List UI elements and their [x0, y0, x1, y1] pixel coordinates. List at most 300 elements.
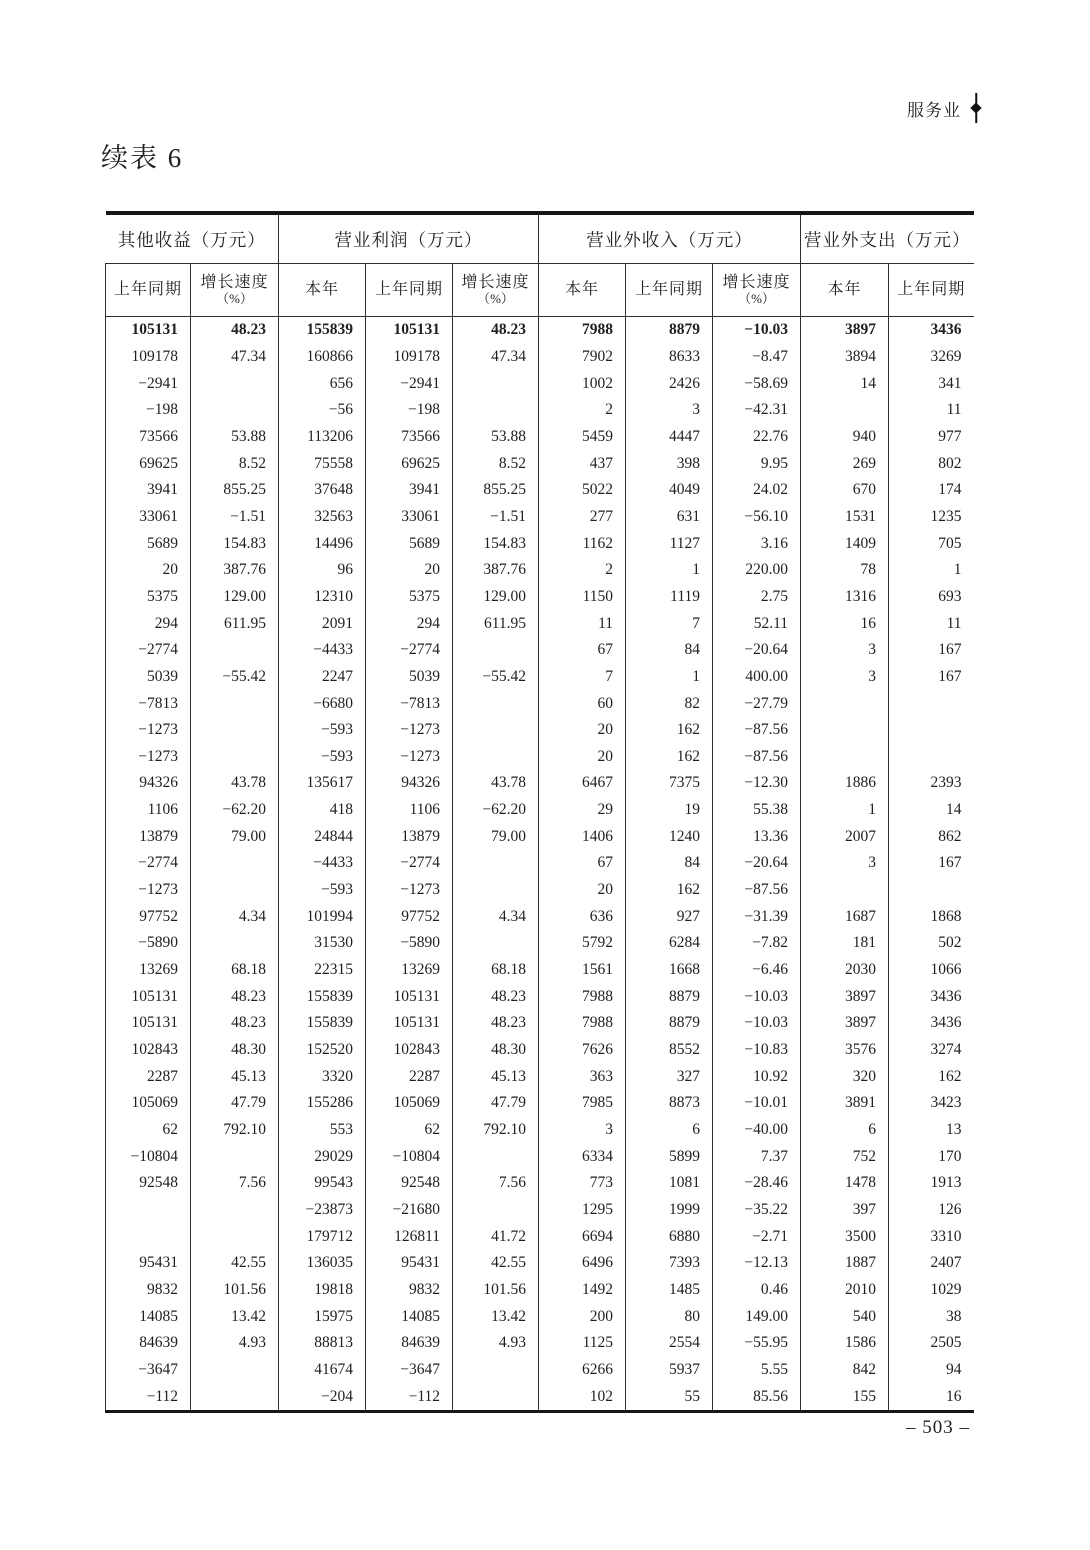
table-cell: 2426	[626, 370, 713, 397]
table-cell: 92548	[366, 1170, 453, 1197]
table-cell: 126811	[366, 1223, 453, 1250]
table-cell: 611.95	[191, 610, 279, 637]
table-cell: −593	[279, 877, 366, 904]
table-row	[106, 717, 974, 744]
table-cell: 397	[801, 1197, 889, 1224]
table-cell: 752	[801, 1143, 889, 1170]
table-cell: −10.01	[713, 1090, 801, 1117]
column-header-4	[453, 264, 539, 317]
table-row	[106, 1357, 974, 1384]
table-cell: 5039	[106, 664, 191, 691]
table-cell: 24844	[279, 823, 366, 850]
group-header-2: 营业外收入（万元）	[539, 213, 801, 264]
table-cell: 80	[626, 1303, 713, 1330]
table-cell: 2	[539, 397, 626, 424]
table-cell: 4.34	[453, 903, 539, 930]
table-cell	[191, 930, 279, 957]
table-cell: 22.76	[713, 424, 801, 451]
table-cell	[453, 877, 539, 904]
table-cell: 60	[539, 690, 626, 717]
table-cell: −40.00	[713, 1117, 801, 1144]
table-cell: 3891	[801, 1090, 889, 1117]
table-cell	[453, 690, 539, 717]
table-cell: 38	[889, 1303, 974, 1330]
table-cell: 1002	[539, 370, 626, 397]
table-cell: 5937	[626, 1357, 713, 1384]
table-cell: 85.56	[713, 1383, 801, 1411]
table-cell: 105131	[106, 317, 191, 344]
table-row	[106, 1250, 974, 1277]
table-cell: 3	[801, 850, 889, 877]
table-cell: −3647	[106, 1357, 191, 1384]
table-cell	[191, 717, 279, 744]
table-cell: 400.00	[713, 664, 801, 691]
table-cell: 105131	[366, 1010, 453, 1037]
column-header-7	[713, 264, 801, 317]
table-cell: 636	[539, 903, 626, 930]
table-cell: 20	[366, 557, 453, 584]
table-cell: 6266	[539, 1357, 626, 1384]
table-cell: −56	[279, 397, 366, 424]
table-cell: 1162	[539, 530, 626, 557]
table-cell: 1316	[801, 584, 889, 611]
table-cell: 48.30	[453, 1037, 539, 1064]
table-cell: 94	[889, 1357, 974, 1384]
table-cell: 29	[539, 797, 626, 824]
table-cell: 20	[106, 557, 191, 584]
table-cell: −7.82	[713, 930, 801, 957]
table-cell: 94326	[106, 770, 191, 797]
table-cell: 7.56	[191, 1170, 279, 1197]
table-cell: 631	[626, 504, 713, 531]
table-cell: 398	[626, 450, 713, 477]
column-header-label: 本年	[565, 281, 600, 299]
table-cell: 13	[889, 1117, 974, 1144]
table-cell	[106, 1197, 191, 1224]
table-cell: 19	[626, 797, 713, 824]
table-cell: 8552	[626, 1037, 713, 1064]
table-cell: 1913	[889, 1170, 974, 1197]
table-cell: 160866	[279, 344, 366, 371]
table-cell: 7988	[539, 983, 626, 1010]
table-cell: 11	[889, 397, 974, 424]
table-cell: 3	[801, 664, 889, 691]
table-cell: 693	[889, 584, 974, 611]
table-cell: 126	[889, 1197, 974, 1224]
table-cell: 7	[539, 664, 626, 691]
table-cell: 48.23	[453, 1010, 539, 1037]
table-cell: 294	[106, 610, 191, 637]
table-cell: 33061	[106, 504, 191, 531]
table-cell: 363	[539, 1063, 626, 1090]
column-header-label: 本年	[304, 281, 339, 299]
table-cell: 12310	[279, 584, 366, 611]
table-cell: 48.23	[191, 317, 279, 344]
table-cell: 14496	[279, 530, 366, 557]
table-cell: 97752	[106, 903, 191, 930]
group-header-row	[106, 213, 974, 264]
table-cell: 105131	[366, 317, 453, 344]
table-cell: 3436	[889, 983, 974, 1010]
table-cell: 105069	[366, 1090, 453, 1117]
table-cell: 22315	[279, 957, 366, 984]
table-cell: 855.25	[453, 477, 539, 504]
table-cell: 1106	[106, 797, 191, 824]
table-cell: 2393	[889, 770, 974, 797]
table-cell: −10804	[106, 1143, 191, 1170]
table-cell: 154.83	[453, 530, 539, 557]
table-cell	[889, 690, 974, 717]
table-cell: 37648	[279, 477, 366, 504]
table-cell: 1029	[889, 1277, 974, 1304]
table-cell: 101.56	[191, 1277, 279, 1304]
table-cell: 5459	[539, 424, 626, 451]
table-cell: 9832	[366, 1277, 453, 1304]
table-cell: 1485	[626, 1277, 713, 1304]
table-cell: −10804	[366, 1143, 453, 1170]
table-cell: 3423	[889, 1090, 974, 1117]
table-cell: 7.37	[713, 1143, 801, 1170]
table-cell: 2554	[626, 1330, 713, 1357]
table-cell: −204	[279, 1383, 366, 1411]
table-cell: 1887	[801, 1250, 889, 1277]
table-cell: 102	[539, 1383, 626, 1411]
table-cell: 6880	[626, 1223, 713, 1250]
table-cell: −2774	[106, 637, 191, 664]
table-cell: −62.20	[453, 797, 539, 824]
table-cell: 6694	[539, 1223, 626, 1250]
table-cell: −198	[366, 397, 453, 424]
table-cell: −20.64	[713, 637, 801, 664]
table-cell: 1	[626, 664, 713, 691]
table-cell: −1.51	[453, 504, 539, 531]
table-cell: 13269	[366, 957, 453, 984]
table-cell: 19818	[279, 1277, 366, 1304]
table-cell: 32563	[279, 504, 366, 531]
table-cell: 656	[279, 370, 366, 397]
table-cell: 7393	[626, 1250, 713, 1277]
table-cell	[453, 1143, 539, 1170]
table-cell: 109178	[106, 344, 191, 371]
table-cell: 540	[801, 1303, 889, 1330]
table-cell: 387.76	[453, 557, 539, 584]
table-cell: 2010	[801, 1277, 889, 1304]
table-cell: −10.03	[713, 317, 801, 344]
table-cell: 154.83	[191, 530, 279, 557]
table-row	[106, 584, 974, 611]
table-cell: −56.10	[713, 504, 801, 531]
table-row	[106, 477, 974, 504]
table-cell: 502	[889, 930, 974, 957]
table-cell: 31530	[279, 930, 366, 957]
table-cell: 43.78	[191, 770, 279, 797]
column-header-8	[801, 264, 889, 317]
table-cell: 13.42	[453, 1303, 539, 1330]
table-cell: 1066	[889, 957, 974, 984]
table-cell: 8.52	[191, 450, 279, 477]
table-cell: 5375	[106, 584, 191, 611]
table-cell: 220.00	[713, 557, 801, 584]
table-cell: 802	[889, 450, 974, 477]
table-cell: 341	[889, 370, 974, 397]
table-cell: 842	[801, 1357, 889, 1384]
table-cell: 437	[539, 450, 626, 477]
table-cell: 327	[626, 1063, 713, 1090]
column-header-row	[106, 264, 974, 317]
table-cell: 611.95	[453, 610, 539, 637]
table-cell: 68.18	[191, 957, 279, 984]
table-cell	[453, 1357, 539, 1384]
table-cell: −55.42	[453, 664, 539, 691]
column-header-5	[539, 264, 626, 317]
table-cell: 55.38	[713, 797, 801, 824]
table-cell: 792.10	[191, 1117, 279, 1144]
table-cell: 1886	[801, 770, 889, 797]
table-cell: 277	[539, 504, 626, 531]
table-row	[106, 637, 974, 664]
table-cell: −7813	[106, 690, 191, 717]
table-cell	[191, 1357, 279, 1384]
table-cell: 97752	[366, 903, 453, 930]
table-row	[106, 797, 974, 824]
table-cell: 2030	[801, 957, 889, 984]
table-cell: 2505	[889, 1330, 974, 1357]
table-cell: 7	[626, 610, 713, 637]
table-cell	[191, 690, 279, 717]
table-cell: 162	[626, 744, 713, 771]
table-cell: 13879	[106, 823, 191, 850]
table-cell: 7902	[539, 344, 626, 371]
table-cell	[453, 1197, 539, 1224]
table-cell: 0.46	[713, 1277, 801, 1304]
table-row	[106, 424, 974, 451]
table-cell: 1478	[801, 1170, 889, 1197]
table-cell: 129.00	[191, 584, 279, 611]
table-row	[106, 530, 974, 557]
table-row	[106, 930, 974, 957]
table-cell: 78	[801, 557, 889, 584]
table-cell: 167	[889, 850, 974, 877]
table-cell: 105131	[366, 983, 453, 1010]
table-cell: 855.25	[191, 477, 279, 504]
table-row	[106, 1197, 974, 1224]
table-cell: 155286	[279, 1090, 366, 1117]
table-cell: −593	[279, 744, 366, 771]
table-cell: 8879	[626, 317, 713, 344]
table-cell: 88813	[279, 1330, 366, 1357]
table-cell: −10.83	[713, 1037, 801, 1064]
table-cell	[453, 850, 539, 877]
table-row	[106, 504, 974, 531]
table-cell: 135617	[279, 770, 366, 797]
table-cell: 5022	[539, 477, 626, 504]
table-cell	[889, 877, 974, 904]
table-cell: 792.10	[453, 1117, 539, 1144]
table-cell: 73566	[106, 424, 191, 451]
table-cell: 3576	[801, 1037, 889, 1064]
table-cell: 1125	[539, 1330, 626, 1357]
table-cell: 3500	[801, 1223, 889, 1250]
table-cell: 2247	[279, 664, 366, 691]
table-cell: 1240	[626, 823, 713, 850]
table-cell: 45.13	[453, 1063, 539, 1090]
table-cell: 3897	[801, 1010, 889, 1037]
table-cell: −8.47	[713, 344, 801, 371]
table-cell: 113206	[279, 424, 366, 451]
table-cell: 940	[801, 424, 889, 451]
table-cell: 1	[801, 797, 889, 824]
table-cell	[191, 1383, 279, 1411]
table-cell: 3897	[801, 317, 889, 344]
table-cell: 7988	[539, 317, 626, 344]
table-cell: 105131	[106, 1010, 191, 1037]
table-cell: 96	[279, 557, 366, 584]
table-cell: 2091	[279, 610, 366, 637]
table-cell: 705	[889, 530, 974, 557]
table-cell: 8879	[626, 1010, 713, 1037]
column-header-6	[626, 264, 713, 317]
table-cell: 7.56	[453, 1170, 539, 1197]
table-cell: 181	[801, 930, 889, 957]
table-row	[106, 903, 974, 930]
table-cell: 101994	[279, 903, 366, 930]
table-cell: −28.46	[713, 1170, 801, 1197]
table-cell: 553	[279, 1117, 366, 1144]
column-header-label: （%）	[738, 291, 775, 307]
table-row	[106, 1037, 974, 1064]
table-cell: 7626	[539, 1037, 626, 1064]
table-cell: 320	[801, 1063, 889, 1090]
table-cell: 14085	[366, 1303, 453, 1330]
table-cell: 62	[106, 1117, 191, 1144]
table-cell: 68.18	[453, 957, 539, 984]
table-row	[106, 1010, 974, 1037]
table-cell: −58.69	[713, 370, 801, 397]
column-header-label: 上年同期	[374, 281, 443, 299]
table-cell: 1586	[801, 1330, 889, 1357]
table-cell: −55.42	[191, 664, 279, 691]
page-title: 续表 6	[101, 143, 184, 173]
column-header-1	[191, 264, 279, 317]
table-cell: 3941	[106, 477, 191, 504]
table-cell: 1119	[626, 584, 713, 611]
table-cell: −12.30	[713, 770, 801, 797]
table-cell: −112	[366, 1383, 453, 1411]
table-cell: 862	[889, 823, 974, 850]
table-cell: 1150	[539, 584, 626, 611]
table-cell: 67	[539, 637, 626, 664]
table-row	[106, 770, 974, 797]
table-cell: 927	[626, 903, 713, 930]
column-header-0	[106, 264, 191, 317]
table-cell: 6496	[539, 1250, 626, 1277]
table-cell: 48.23	[453, 983, 539, 1010]
table-cell: 48.23	[191, 1010, 279, 1037]
table-cell: −1273	[106, 717, 191, 744]
table-cell	[801, 744, 889, 771]
table-cell: 73566	[366, 424, 453, 451]
table-cell: 155839	[279, 983, 366, 1010]
table-row	[106, 690, 974, 717]
table-cell: 7375	[626, 770, 713, 797]
table-cell: 1127	[626, 530, 713, 557]
table-cell	[191, 850, 279, 877]
table-cell	[191, 877, 279, 904]
table-cell: 1295	[539, 1197, 626, 1224]
table-cell: 16	[889, 1383, 974, 1411]
table-cell: 3.16	[713, 530, 801, 557]
table-cell: 8.52	[453, 450, 539, 477]
table-cell: 3897	[801, 983, 889, 1010]
table-row	[106, 823, 974, 850]
table-cell: −87.56	[713, 717, 801, 744]
table-cell: 13879	[366, 823, 453, 850]
table-cell: −1273	[366, 717, 453, 744]
table-cell: −1273	[366, 877, 453, 904]
table-cell: 102843	[366, 1037, 453, 1064]
table-cell: 16	[801, 610, 889, 637]
table-cell: 5792	[539, 930, 626, 957]
table-cell: 67	[539, 850, 626, 877]
table-cell: 294	[366, 610, 453, 637]
table-cell	[801, 717, 889, 744]
table-cell: −87.56	[713, 877, 801, 904]
table-cell: 20	[539, 717, 626, 744]
table-cell: 62	[366, 1117, 453, 1144]
table-cell: 82	[626, 690, 713, 717]
table-cell: −4433	[279, 637, 366, 664]
table-cell	[106, 1223, 191, 1250]
table-cell: 79.00	[191, 823, 279, 850]
table-cell: 11	[539, 610, 626, 637]
table-row	[106, 664, 974, 691]
table-cell: 3274	[889, 1037, 974, 1064]
table-cell: 2287	[106, 1063, 191, 1090]
table-row	[106, 1330, 974, 1357]
table-cell: 20	[539, 877, 626, 904]
table-cell: 3320	[279, 1063, 366, 1090]
table-cell: −2774	[366, 850, 453, 877]
table-cell: 79.00	[453, 823, 539, 850]
table-row	[106, 1223, 974, 1250]
table-cell: 2007	[801, 823, 889, 850]
table-cell: −2774	[366, 637, 453, 664]
table-row	[106, 744, 974, 771]
table-cell: 170	[889, 1143, 974, 1170]
table-cell: 136035	[279, 1250, 366, 1277]
table-cell: 41.72	[453, 1223, 539, 1250]
table-cell: 45.13	[191, 1063, 279, 1090]
table-cell	[191, 1197, 279, 1224]
table-cell: 8879	[626, 983, 713, 1010]
table-cell: 1492	[539, 1277, 626, 1304]
table-cell: 11	[889, 610, 974, 637]
table-cell: 48.23	[453, 317, 539, 344]
table-cell: 1	[626, 557, 713, 584]
table-cell: 9832	[106, 1277, 191, 1304]
table-cell: 3894	[801, 344, 889, 371]
table-cell: 1687	[801, 903, 889, 930]
table-row	[106, 850, 974, 877]
table-cell: 5375	[366, 584, 453, 611]
table-cell: 3436	[889, 317, 974, 344]
table-cell: 69625	[366, 450, 453, 477]
table-cell: 84	[626, 637, 713, 664]
table-cell: 5.55	[713, 1357, 801, 1384]
table-cell: −2941	[106, 370, 191, 397]
table-cell	[191, 744, 279, 771]
table-cell: 69625	[106, 450, 191, 477]
